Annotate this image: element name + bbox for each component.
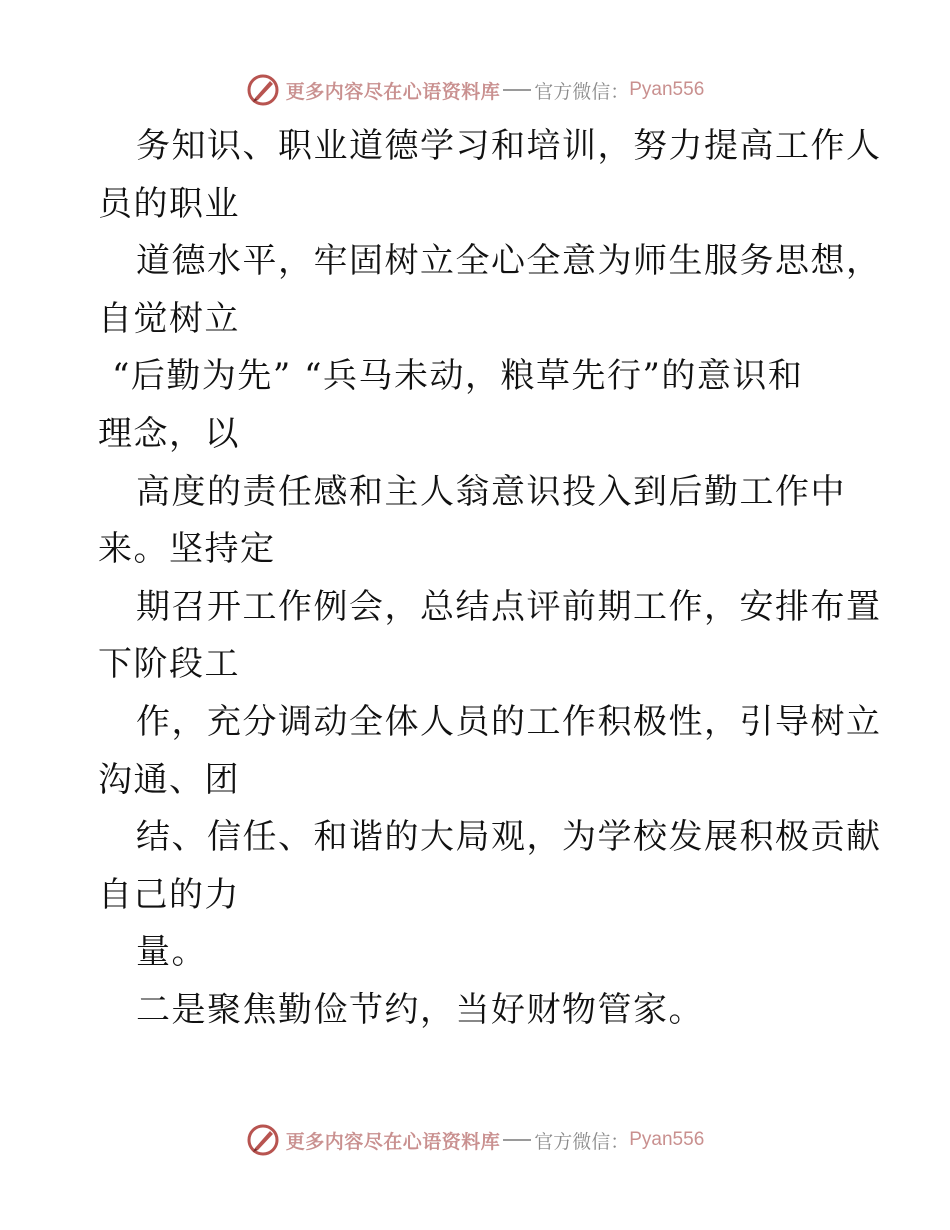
body-line: 道德水平，牢固树立全心全意为师生服务思想， — [136, 241, 882, 282]
body-line: 下阶段工 — [98, 644, 240, 685]
watermark-dash — [503, 1139, 531, 1141]
body-line: 高度的责任感和主人翁意识投入到后勤工作中 — [136, 471, 846, 512]
watermark-main-text: 更多内容尽在心语资料库 — [285, 80, 501, 103]
body-line: 量。 — [136, 932, 207, 973]
body-line: 二是聚焦勤俭节约，当好财物管家。 — [136, 989, 704, 1030]
footer-watermark — [0, 1120, 950, 1160]
document-body — [98, 118, 882, 1040]
body-line: 自觉树立 — [98, 298, 240, 339]
header-watermark — [0, 70, 950, 110]
body-line: 结、信任、和谐的大局观，为学校发展积极贡献 — [136, 817, 882, 858]
body-line: 来。坚持定 — [98, 529, 276, 570]
watermark-wechat-id: Pyan556 — [629, 79, 705, 100]
quill-pen-circle-icon — [246, 73, 280, 107]
body-line: 员的职业 — [98, 183, 240, 224]
quill-pen-circle-icon — [246, 1123, 280, 1157]
body-line: 作，充分调动全体人员的工作积极性，引导树立 — [136, 701, 882, 742]
body-line: 务知识、职业道德学习和培训，努力提高工作人 — [136, 126, 882, 166]
watermark-wechat-id: Pyan556 — [629, 1129, 705, 1150]
watermark-dash — [503, 89, 531, 91]
body-line: 沟通、团 — [98, 759, 240, 800]
body-line: “后勤为先” “兵马未动，粮草先行”的意识和 — [112, 356, 804, 397]
watermark-main-text: 更多内容尽在心语资料库 — [285, 1130, 501, 1153]
body-line: 理念，以 — [98, 413, 240, 454]
watermark-sub-text: 官方微信： — [534, 1130, 630, 1153]
body-line: 期召开工作例会，总结点评前期工作，安排布置 — [136, 586, 882, 627]
watermark-sub-text: 官方微信： — [534, 80, 630, 103]
body-line: 自己的力 — [98, 874, 240, 915]
